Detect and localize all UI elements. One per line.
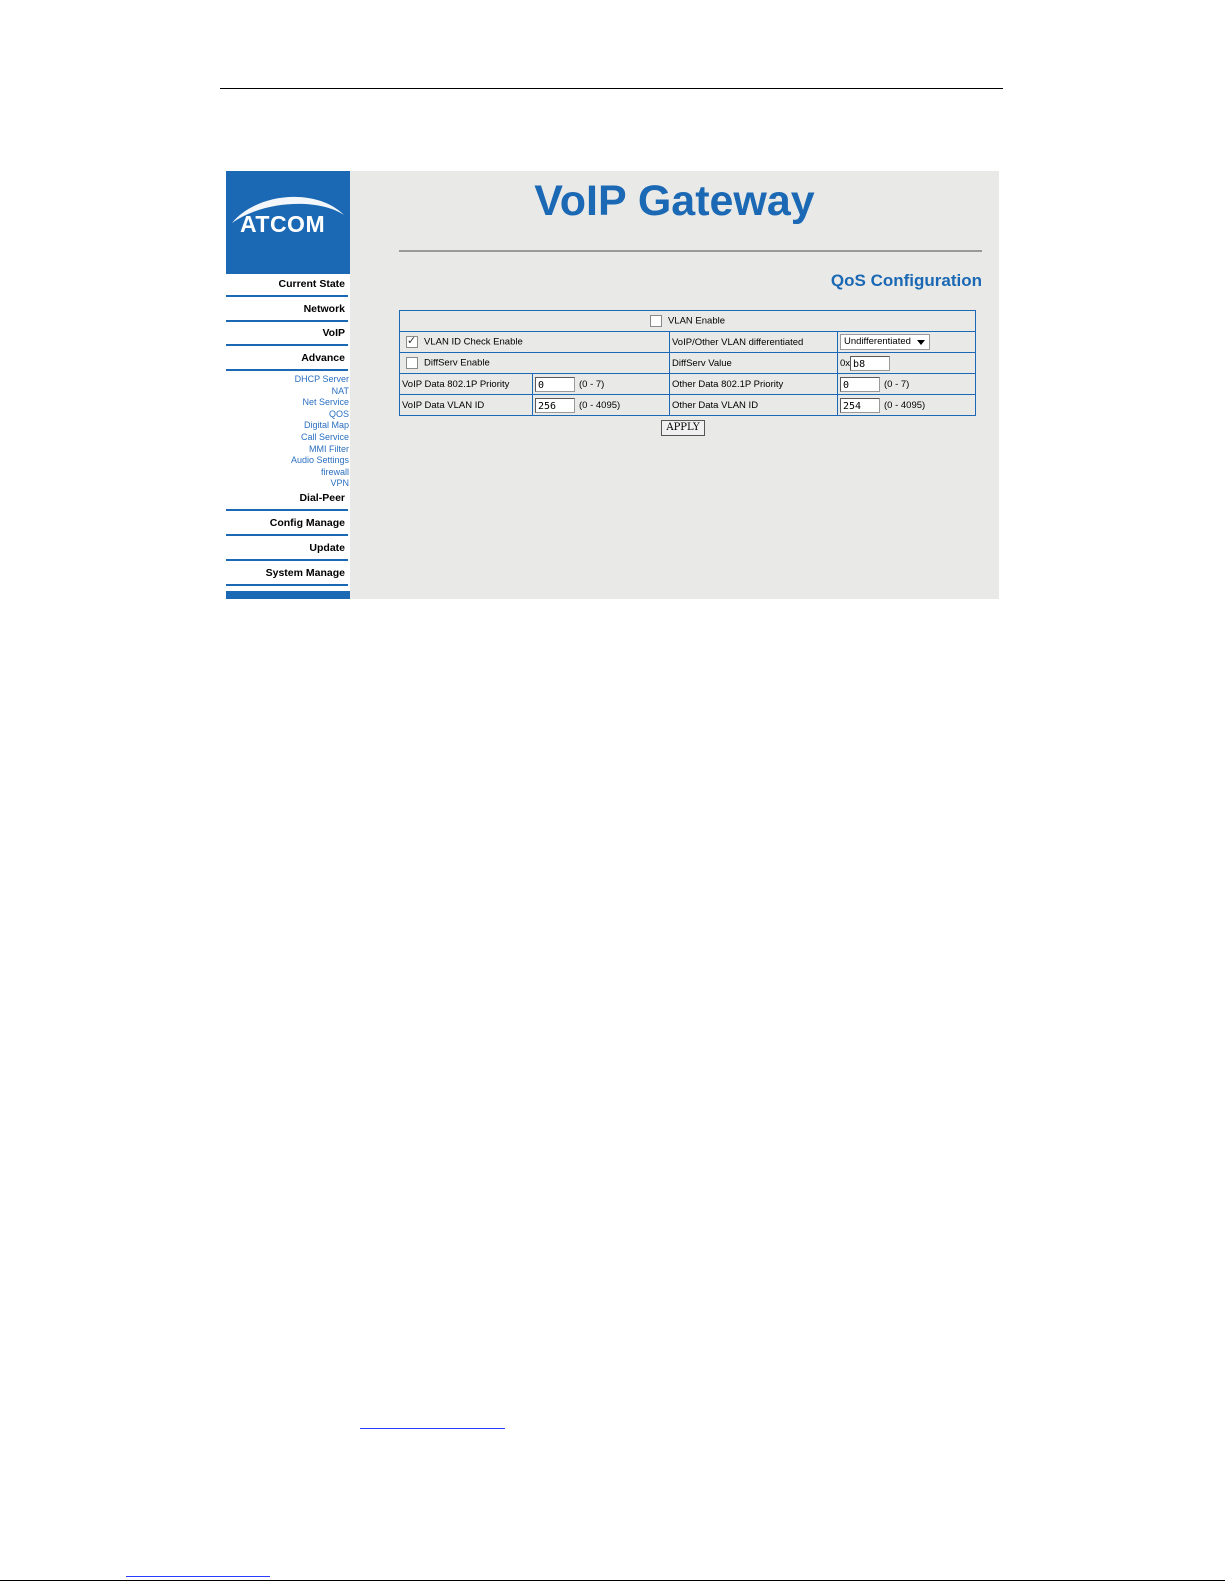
sidebar-item-voip[interactable] xyxy=(226,322,348,346)
diffserv-value-input[interactable]: b8 xyxy=(850,356,890,371)
document-header-rule xyxy=(220,88,1003,89)
advance-submenu xyxy=(226,374,350,490)
sidebar-item-label: Update xyxy=(309,542,345,554)
document-footer-rule xyxy=(0,1580,1225,1581)
voip-other-label: VoIP/Other VLAN differentiated xyxy=(670,332,838,353)
sidebar-item-dial-peer[interactable] xyxy=(226,487,348,511)
voip-priority-cell xyxy=(533,374,670,395)
sidebar-item-label: Current State xyxy=(278,278,345,290)
table-row xyxy=(400,311,976,332)
sidebar-item-config-manage[interactable] xyxy=(226,512,348,536)
submenu-item-firewall[interactable]: firewall xyxy=(320,466,349,477)
title-divider xyxy=(399,250,982,252)
other-vlan-range: (0 - 4095) xyxy=(884,399,926,411)
sidebar-item-current-state[interactable] xyxy=(226,273,348,297)
submenu-item-vpn[interactable]: VPN xyxy=(330,478,349,489)
diffserv-value-cell xyxy=(838,353,976,374)
voip-priority-range: (0 - 7) xyxy=(579,378,605,390)
voip-vlan-cell xyxy=(533,395,670,416)
other-priority-label: Other Data 802.1P Priority xyxy=(670,374,838,395)
document-footer-link-underline[interactable] xyxy=(126,1576,270,1577)
sidebar-item-label: Network xyxy=(303,303,345,315)
section-title: QoS Configuration xyxy=(830,271,982,290)
sidebar-item-advance[interactable] xyxy=(226,347,348,371)
brand-name: ATCOM xyxy=(240,211,326,237)
submenu-item-qos[interactable]: QOS xyxy=(328,408,349,419)
sidebar-item-network[interactable] xyxy=(226,298,348,322)
vlan-enable-cell xyxy=(400,311,976,332)
voip-vlan-label: VoIP Data VLAN ID xyxy=(400,395,533,416)
diffserv-enable-checkbox[interactable] xyxy=(406,357,418,369)
voip-vlan-range: (0 - 4095) xyxy=(579,399,621,411)
voip-priority-label: VoIP Data 802.1P Priority xyxy=(400,374,533,395)
voip-priority-input[interactable]: 0 xyxy=(535,377,575,392)
diffserv-prefix: 0x xyxy=(840,357,851,369)
diffserv-enable-cell xyxy=(400,353,670,374)
voip-other-selected-value: Undifferentiated xyxy=(844,336,911,347)
submenu-item-call-service[interactable]: Call Service xyxy=(300,431,349,442)
apply-button[interactable]: APPLY xyxy=(661,420,705,436)
submenu-item-digital-map[interactable]: Digital Map xyxy=(303,420,349,431)
qos-config-table xyxy=(399,310,976,416)
voip-other-select[interactable] xyxy=(840,334,930,350)
sidebar xyxy=(226,171,350,599)
submenu-item-mmi-filter[interactable]: MMI Filter xyxy=(309,443,349,454)
other-vlan-input[interactable]: 254 xyxy=(840,398,880,413)
sidebar-item-label: Dial-Peer xyxy=(299,492,345,504)
voip-other-cell xyxy=(838,332,976,353)
other-priority-input[interactable]: 0 xyxy=(840,377,880,392)
submenu-item-nat[interactable]: NAT xyxy=(331,385,349,396)
table-row xyxy=(400,374,976,395)
chevron-down-icon xyxy=(917,340,925,345)
vlan-id-check-label: VLAN ID Check Enable xyxy=(424,336,523,348)
vlan-enable-checkbox[interactable] xyxy=(650,315,662,327)
other-priority-cell xyxy=(838,374,976,395)
diffserv-enable-label: DiffServ Enable xyxy=(424,357,490,369)
other-vlan-cell xyxy=(838,395,976,416)
page-title: VoIP Gateway xyxy=(534,177,815,225)
submenu-item-audio-settings[interactable]: Audio Settings xyxy=(290,455,349,466)
table-row xyxy=(400,395,976,416)
other-vlan-label: Other Data VLAN ID xyxy=(670,395,838,416)
gateway-web-ui xyxy=(226,171,999,599)
sidebar-item-label: Config Manage xyxy=(269,517,345,529)
submenu-item-dhcp-server[interactable]: DHCP Server xyxy=(294,374,349,384)
vlan-enable-label: VLAN Enable xyxy=(667,315,726,327)
table-row xyxy=(400,332,976,353)
sidebar-item-label: Advance xyxy=(301,352,345,364)
voip-vlan-input[interactable]: 256 xyxy=(535,398,575,413)
atcom-logo xyxy=(226,171,350,274)
submenu-item-net-service[interactable]: Net Service xyxy=(302,397,349,408)
vlan-id-check-checkbox[interactable] xyxy=(406,336,418,348)
sidebar-item-system-manage[interactable] xyxy=(226,562,348,586)
document-link-underline[interactable] xyxy=(360,1428,505,1429)
table-row xyxy=(400,353,976,374)
sidebar-item-update[interactable] xyxy=(226,537,348,561)
other-priority-range: (0 - 7) xyxy=(884,378,910,390)
sidebar-bottom-bar xyxy=(226,591,350,599)
sidebar-item-label: System Manage xyxy=(265,567,345,579)
diffserv-value-label: DiffServ Value xyxy=(670,353,838,374)
vlan-id-check-cell xyxy=(400,332,670,353)
sidebar-item-label: VoIP xyxy=(322,327,345,339)
